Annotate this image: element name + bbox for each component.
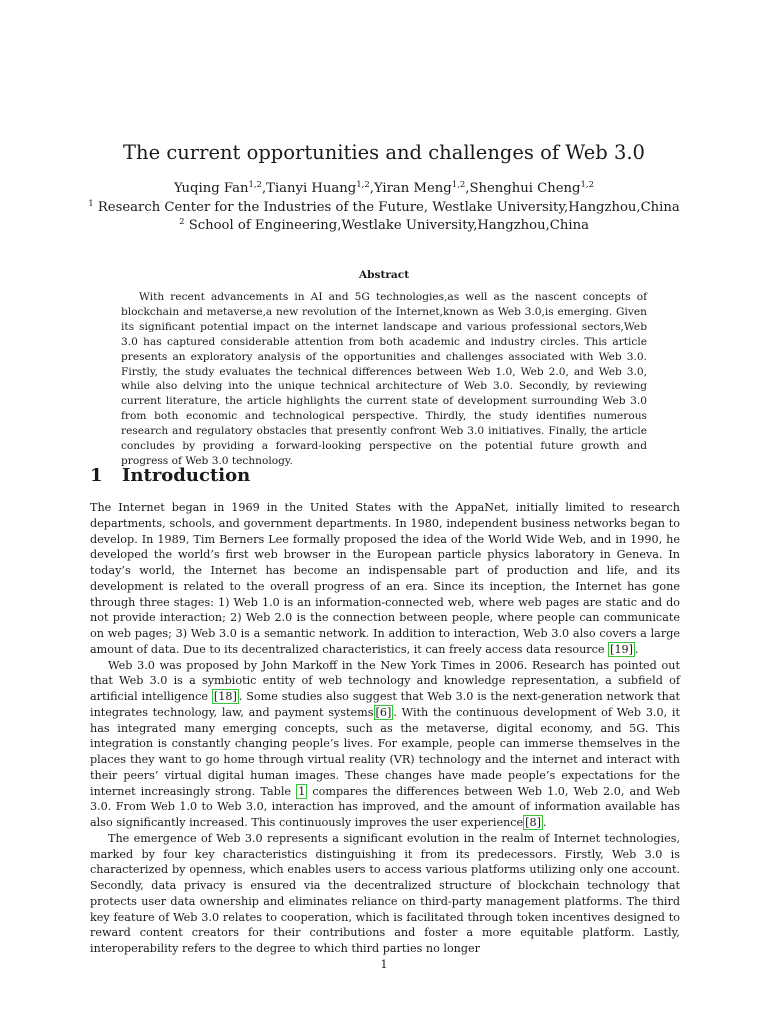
abstract-text: With recent advancements in AI and 5G technologies,as well as the nascent concepts of blockchain and metaverse,a new revolution of the Internet,known as Web 3.0,is emerging. Given its significant potential impact on the internet landscape and various professional sectors,Web 3.0 has captured considerable attention from both academic and industry circles. This article presents an exploratory analysis of the opportunities and challenges associated with Web 3.0. Firstly, the study evaluates the technical differences between Web 1.0, Web 2.0, and Web 3.0, while also delving into the unique technical architecture of Web 3.0. Secondly, by reviewing current literature, the article highlights the current state of development surrounding Web 3.0 from both economic and technological perspective. Thirdly, the study identifies numerous research and regulatory obstacles that presently confront Web 3.0 initiatives. Finally, the article concludes by providing a forward-looking perspective on the potential future growth and progress of Web 3.0 technology. bbox=[121, 291, 647, 467]
author-list bbox=[0, 180, 768, 199]
body-paragraph: The emergence of Web 3.0 represents a significant evolution in the realm of Internet technologies, marked by four key characteristics distinguishing it from its predecessors. Firstly, Web 3.0 is characterized by openness, which enables users to access various platforms utilizing only one account. Secondly, data privacy is ensured via the decentralized structure of blockchain technology that protects user data ownership and eliminates reliance on third-party management platforms. The third key feature of Web 3.0 relates to cooperation, which is facilitated through token incentives designed to reward content creators for their contributions and foster a more equitable platform. Lastly, interoperability refers to the degree to which third parties no longer bbox=[90, 831, 680, 955]
section-number: 1 bbox=[90, 465, 103, 486]
author-affiliation-mark: 1,2 bbox=[580, 180, 594, 190]
section-heading bbox=[90, 465, 250, 486]
affiliation-2 bbox=[0, 217, 768, 236]
affiliation-1-number: 1 bbox=[88, 198, 94, 209]
author-affiliation-mark: 1,2 bbox=[451, 180, 466, 190]
author-separator: , bbox=[261, 181, 267, 196]
page-number: 1 bbox=[380, 958, 388, 971]
affiliation-1-text: Research Center for the Industries of the Future, Westlake University,Hangzhou,China bbox=[97, 199, 680, 215]
citation-link[interactable]: [8] bbox=[525, 816, 542, 829]
affiliation-2-number: 2 bbox=[179, 217, 185, 227]
body-paragraph: The Internet began in 1969 in the United States with the AppaNet, initially limited to research departments, schools, and government departments. In 1980, independent business networks began to develop. In 1989, Tim Berners Lee formally proposed the idea of the World Wide Web, and in 1990, he developed the world’s first web browser in the European particle physics laboratory in Geneva. In today’s world, the Internet has become an indispensable part of production and life, and its development is related to the overall progress of an era. Since its inception, the Internet has gone through three stages: 1) Web 1.0 is an information-connected web, where web pages are static and do not provide interaction; 2) Web 2.0 is the connection between people, where people can communicate on web pages; 3) Web 3.0 is a semantic network. In addition to interaction, Web 3.0 also covers a large amount of data. Due to its decentralized characteristics, it can freely access data resource [19] . bbox=[90, 501, 680, 656]
author-affiliation-mark: 1,2 bbox=[356, 180, 370, 190]
affiliation-2-text: School of Engineering,Westlake University,Hangzhou,China bbox=[188, 218, 589, 233]
author-block bbox=[0, 180, 768, 236]
citation-link[interactable]: 1 bbox=[298, 784, 306, 798]
paper-title: The current opportunities and challenges of Web 3.0 bbox=[123, 141, 645, 164]
citation-link[interactable]: [18] bbox=[213, 690, 237, 703]
affiliation-1 bbox=[0, 199, 768, 218]
author-name: Yiran Meng bbox=[373, 181, 452, 196]
author-affiliation-mark: 1,2 bbox=[248, 180, 262, 190]
section-title: Introduction bbox=[122, 465, 251, 486]
author-separator: , bbox=[465, 181, 470, 196]
section-body bbox=[90, 500, 680, 957]
author-separator: , bbox=[369, 181, 374, 196]
author-name: Tianyi Huang bbox=[266, 181, 357, 196]
abstract-heading: Abstract bbox=[358, 269, 410, 281]
body-paragraph: Web 3.0 was proposed by John Markoff in the New York Times in 2006. Research has pointed out that Web 3.0 is a symbiotic entity of web technology and knowledge representation, a subfield of artificial intelligence [18] . Some studies also suggest that Web 3.0 is the next-generation network that integrates technology, law, and payment systems [6] . With the continuous development of Web 3.0, it has integrated many emerging concepts, such as the metaverse, digital economy, and 5G. This integration is constantly changing people’s lives. For example, people can immerse themselves in the places they want to go home through virtual reality (VR) technology and the internet and interact with their peers’ virtual digital human images. These changes have made people’s expectations for the internet increasingly strong. Table 1 compares the differences between Web 1.0, Web 2.0, and Web 3.0. From Web 1.0 to Web 3.0, interaction has improved, and the amount of information available has also significantly increased. This continuously improves the user experience [8] . bbox=[90, 658, 680, 829]
author-name: Yuqing Fan bbox=[173, 181, 249, 196]
citation-link[interactable]: [19] bbox=[610, 642, 634, 656]
author-name: Shenghui Cheng bbox=[469, 181, 581, 196]
citation-link[interactable]: [6] bbox=[375, 705, 392, 719]
